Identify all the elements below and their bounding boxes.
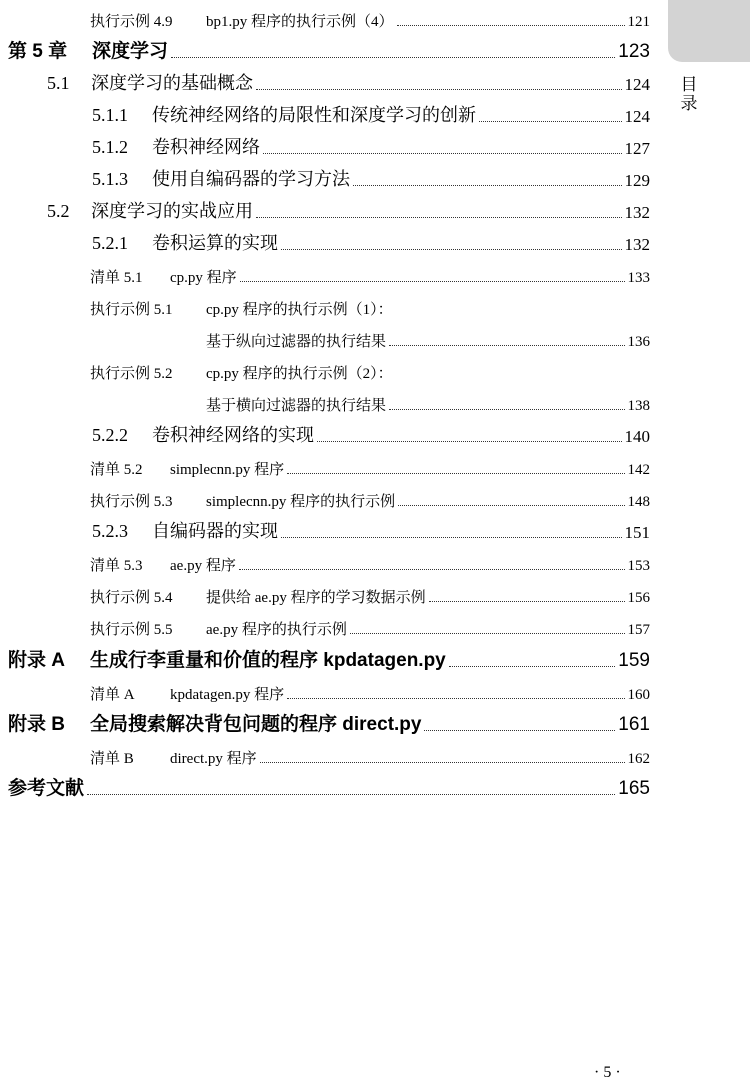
dot-leader [287, 698, 624, 699]
toc-entry-label [90, 554, 236, 575]
toc-entry-title: 使用自编码器的学习方法 [152, 169, 350, 189]
toc-entry-title: 基于纵向过滤器的执行结果 [206, 334, 387, 350]
toc-entry[interactable] [90, 1, 650, 31]
toc-entry-number: 5.1.2 [92, 137, 128, 157]
toc-entry-label [90, 683, 284, 704]
toc-entry-number: 5.2.2 [92, 425, 128, 445]
toc-entry-page: 151 [624, 523, 650, 542]
toc-entry-label [92, 101, 476, 127]
toc-entry-label [8, 773, 84, 800]
toc-entry-page: 123 [618, 41, 650, 62]
dot-leader [317, 441, 622, 442]
dot-leader [263, 153, 622, 154]
toc-entry-number: 5.2.1 [92, 233, 128, 253]
toc-entry-number: 清单 A [90, 687, 135, 703]
toc-entry-label [92, 133, 260, 159]
toc-entry-page: 160 [627, 687, 650, 703]
toc-entry-title: cp.py 程序的执行示例（2）： [206, 366, 393, 382]
toc-entry-number: 5.1 [47, 73, 70, 93]
toc-entry-title: 深度学习的基础概念 [91, 73, 253, 93]
toc-entry-number: 执行示例 5.4 [90, 590, 173, 606]
dot-leader [256, 217, 622, 218]
page-number: · 5 · [594, 1064, 621, 1081]
toc-entry[interactable] [90, 577, 650, 607]
toc-entry[interactable] [90, 289, 650, 319]
toc-entry-label [90, 586, 426, 607]
toc-entry-number: 执行示例 5.1 [90, 302, 173, 318]
dot-leader [256, 89, 622, 90]
toc-entry-number: 清单 5.2 [90, 462, 143, 478]
toc-entry-label [90, 298, 393, 319]
toc-entry-page: 124 [624, 107, 650, 126]
toc-entry[interactable] [92, 225, 650, 255]
toc-entry-number: 清单 5.1 [90, 270, 143, 286]
toc-entry[interactable] [90, 609, 650, 639]
side-tab-label: 目录 [680, 75, 698, 114]
dot-leader [171, 57, 615, 58]
dot-leader [389, 409, 624, 410]
toc-entry-number: 5.1.3 [92, 169, 128, 189]
dot-leader [87, 794, 615, 795]
toc-entry-number: 第 5 章 [8, 41, 68, 62]
toc-entry[interactable] [90, 481, 650, 511]
dot-leader [479, 121, 622, 122]
toc-entry-page: 165 [618, 778, 650, 799]
toc-entry-number: 执行示例 4.9 [90, 14, 173, 30]
toc-entry[interactable] [92, 97, 650, 127]
toc-entry-label [92, 229, 278, 255]
toc-entry-title: 提供给 ae.py 程序的学习数据示例 [206, 590, 426, 606]
toc-entry-title: ae.py 程序的执行示例 [206, 622, 347, 638]
toc-entry[interactable] [90, 449, 650, 479]
toc-entry-number: 清单 5.3 [90, 558, 143, 574]
toc-entry-page: 136 [627, 334, 650, 350]
toc-entry-label [47, 197, 253, 223]
toc-entry-label [90, 10, 394, 31]
toc-entry[interactable] [47, 193, 650, 223]
toc-entry-title: bp1.py 程序的执行示例（4） [206, 14, 394, 30]
toc-entry-title: 深度学习 [92, 41, 169, 62]
toc-entry-number: 执行示例 5.3 [90, 494, 173, 510]
dot-leader [398, 505, 624, 506]
toc-entry[interactable] [8, 33, 650, 63]
dot-leader [281, 537, 622, 538]
toc-entry-label [8, 709, 421, 736]
toc-entry-title: cp.py 程序 [170, 270, 237, 286]
toc-entry-page: 161 [618, 714, 650, 735]
toc-entry-page: 162 [627, 751, 650, 767]
toc-entry-title: 参考文献 [8, 778, 85, 799]
toc-entry-label [47, 69, 253, 95]
toc-entry-label [92, 517, 278, 543]
toc-entry-page: 127 [624, 139, 650, 158]
toc-entry-label [90, 490, 395, 511]
toc-entry-page: 129 [624, 171, 650, 190]
toc-entry-page: 156 [627, 590, 650, 606]
toc-entry-label [90, 618, 347, 639]
toc-entry[interactable] [92, 417, 650, 447]
toc-entry-title: simplecnn.py 程序的执行示例 [206, 494, 396, 510]
toc-entry[interactable] [92, 129, 650, 159]
toc-entry-label [92, 421, 314, 447]
toc-entry-title: 自编码器的实现 [152, 521, 278, 541]
toc-entry-title: 传统神经网络的局限性和深度学习的创新 [152, 105, 476, 125]
toc-entry-page: 142 [627, 462, 650, 478]
toc-entry-number: 附录 B [8, 714, 66, 735]
toc-entry[interactable] [206, 321, 650, 351]
toc-entry-page: 140 [624, 427, 650, 446]
toc-entry[interactable] [92, 513, 650, 543]
dot-leader [424, 730, 615, 731]
toc-entry[interactable] [92, 161, 650, 191]
toc-entry-title: 生成行李重量和价值的程序 kpdatagen.py [90, 650, 446, 671]
toc-entry-page: 148 [627, 494, 650, 510]
toc-entry-label [90, 458, 284, 479]
toc-entry-label [90, 266, 237, 287]
toc-entry-title: direct.py 程序 [170, 751, 257, 767]
toc-entry-title: 深度学习的实战应用 [91, 201, 253, 221]
toc-entry-number: 清单 B [90, 751, 134, 767]
toc-entry[interactable] [90, 545, 650, 575]
toc-entry-title: kpdatagen.py 程序 [170, 687, 285, 703]
toc-entry-page: 153 [627, 558, 650, 574]
toc-entry-label [90, 362, 393, 383]
dot-leader [281, 249, 622, 250]
dot-leader [260, 762, 625, 763]
toc-entry-page: 159 [618, 650, 650, 671]
toc-entry[interactable] [90, 353, 650, 383]
dot-leader [240, 281, 625, 282]
toc-entry-number: 附录 A [8, 650, 66, 671]
toc-entry-title: cp.py 程序的执行示例（1）： [206, 302, 393, 318]
toc-entry-page: 121 [627, 14, 650, 30]
toc-entry-number: 执行示例 5.2 [90, 366, 173, 382]
toc-entry[interactable] [47, 65, 650, 95]
toc-entry-page: 133 [627, 270, 650, 286]
toc-entry-title: 全局搜索解决背包问题的程序 direct.py [90, 714, 422, 735]
toc-entry[interactable] [90, 674, 650, 704]
toc-entry-number: 执行示例 5.5 [90, 622, 173, 638]
dot-leader [389, 345, 624, 346]
toc-entry-label [206, 394, 386, 415]
toc-entry-label [8, 36, 168, 63]
toc-entry[interactable] [90, 738, 650, 768]
toc-entry-label [90, 747, 257, 768]
toc-entry-label [8, 645, 446, 672]
dot-leader [287, 473, 624, 474]
toc-entry-label [92, 165, 350, 191]
toc-entry-title: 卷积神经网络 [152, 137, 260, 157]
dot-leader [353, 185, 622, 186]
toc-entry-page: 132 [624, 203, 650, 222]
dot-leader [350, 633, 625, 634]
toc-entry[interactable] [206, 385, 650, 415]
toc-entry-page: 132 [624, 235, 650, 254]
toc-entry-title: 基于横向过滤器的执行结果 [206, 398, 387, 414]
toc-entry-page: 138 [627, 398, 650, 414]
toc-entry-title: 卷积运算的实现 [152, 233, 278, 253]
toc-entry-label [206, 330, 386, 351]
dot-leader [397, 25, 625, 26]
toc-entry-number: 5.2 [47, 201, 70, 221]
toc-entry[interactable] [8, 642, 650, 672]
toc-entry-title: 卷积神经网络的实现 [152, 425, 314, 445]
toc-entry[interactable] [90, 257, 650, 287]
dot-leader [429, 601, 625, 602]
toc-entry-number: 5.1.1 [92, 105, 128, 125]
toc-entry[interactable] [8, 770, 650, 800]
toc-entry-page: 157 [627, 622, 650, 638]
dot-leader [239, 569, 625, 570]
chapter-side-tab [668, 0, 750, 62]
toc-entry-page: 124 [624, 75, 650, 94]
toc-entry-title: simplecnn.py 程序 [170, 462, 285, 478]
dot-leader [449, 666, 616, 667]
toc-entry-title: ae.py 程序 [170, 558, 236, 574]
toc-entry[interactable] [8, 706, 650, 736]
toc-entry-number: 5.2.3 [92, 521, 128, 541]
